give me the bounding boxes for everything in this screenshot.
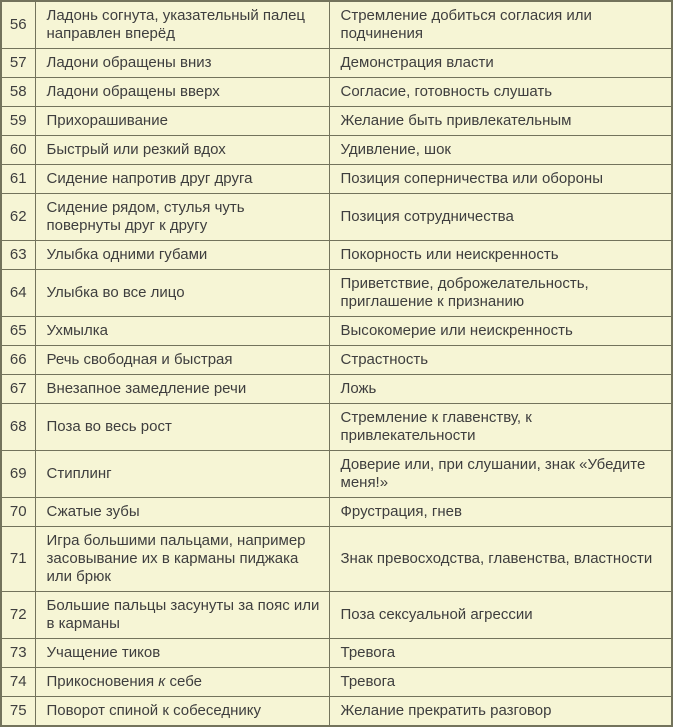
- table-row: [1, 346, 672, 375]
- gesture-cell: Речь свободная и быстрая: [35, 346, 329, 375]
- row-number-cell: 71: [1, 527, 35, 592]
- row-number-cell: 57: [1, 49, 35, 78]
- gesture-cell: Ладони обращены вниз: [35, 49, 329, 78]
- gesture-cell: Сидение напротив друг друга: [35, 165, 329, 194]
- row-number-cell: 70: [1, 498, 35, 527]
- gesture-text-segment: себе: [165, 673, 202, 690]
- meaning-cell: Покорность или неискренность: [329, 241, 672, 270]
- table-row: [1, 165, 672, 194]
- meaning-cell: Стремление добиться согласия или подчинения: [329, 1, 672, 49]
- gesture-cell: Ладонь согнута, указательный палец направлен вперёд: [35, 1, 329, 49]
- gesture-cell: [35, 668, 329, 697]
- table-row: [1, 136, 672, 165]
- gesture-cell: Ухмылка: [35, 317, 329, 346]
- gesture-cell: Учащение тиков: [35, 639, 329, 668]
- table-row: [1, 241, 672, 270]
- row-number-cell: 68: [1, 404, 35, 451]
- row-number-cell: 66: [1, 346, 35, 375]
- meaning-cell: Позиция соперничества или обороны: [329, 165, 672, 194]
- table-row: [1, 498, 672, 527]
- table-row: [1, 697, 672, 727]
- row-number-cell: 67: [1, 375, 35, 404]
- meaning-cell: Позиция сотрудничества: [329, 194, 672, 241]
- table-row: [1, 639, 672, 668]
- row-number-cell: 72: [1, 592, 35, 639]
- gesture-text-segment-italic: к: [158, 673, 166, 690]
- row-number-cell: 73: [1, 639, 35, 668]
- gesture-text-segment: Прикосновения: [46, 673, 159, 690]
- meaning-cell: Приветствие, доброжелательность, приглашение к признанию: [329, 270, 672, 317]
- meaning-cell: Поза сексуальной агрессии: [329, 592, 672, 639]
- row-number-cell: 61: [1, 165, 35, 194]
- row-number-cell: 64: [1, 270, 35, 317]
- meaning-cell: Фрустрация, гнев: [329, 498, 672, 527]
- table-row: [1, 592, 672, 639]
- row-number-cell: 56: [1, 1, 35, 49]
- meaning-cell: Стремление к главенству, к привлекательности: [329, 404, 672, 451]
- meaning-cell: Тревога: [329, 639, 672, 668]
- gesture-cell: Игра большими пальцами, например засовывание их в карманы пиджака или брюк: [35, 527, 329, 592]
- gesture-cell: Улыбка во все лицо: [35, 270, 329, 317]
- gesture-cell: Улыбка одними губами: [35, 241, 329, 270]
- gesture-cell: Сжатые зубы: [35, 498, 329, 527]
- gesture-cell: Сидение рядом, стулья чуть повернуты друг к другу: [35, 194, 329, 241]
- gesture-cell: Большие пальцы засунуты за пояс или в карманы: [35, 592, 329, 639]
- table-row: [1, 194, 672, 241]
- row-number-cell: 60: [1, 136, 35, 165]
- meaning-cell: Удивление, шок: [329, 136, 672, 165]
- table-row: [1, 451, 672, 498]
- row-number-cell: 59: [1, 107, 35, 136]
- table-row: [1, 49, 672, 78]
- meaning-cell: Знак превосходства, главенства, властности: [329, 527, 672, 592]
- gesture-cell: Поворот спиной к собеседнику: [35, 697, 329, 727]
- meaning-cell: Демонстрация власти: [329, 49, 672, 78]
- row-number-cell: 74: [1, 668, 35, 697]
- gesture-cell: Прихорашивание: [35, 107, 329, 136]
- table-row: [1, 270, 672, 317]
- table-row: [1, 527, 672, 592]
- gestures-table-body: [1, 1, 672, 726]
- meaning-cell: Желание быть привлекательным: [329, 107, 672, 136]
- meaning-cell: Высокомерие или неискренность: [329, 317, 672, 346]
- meaning-cell: Ложь: [329, 375, 672, 404]
- row-number-cell: 63: [1, 241, 35, 270]
- gesture-cell: Стиплинг: [35, 451, 329, 498]
- gesture-cell: Внезапное замедление речи: [35, 375, 329, 404]
- gesture-cell: Быстрый или резкий вдох: [35, 136, 329, 165]
- table-row: [1, 78, 672, 107]
- row-number-cell: 69: [1, 451, 35, 498]
- gesture-cell: Поза во весь рост: [35, 404, 329, 451]
- row-number-cell: 58: [1, 78, 35, 107]
- meaning-cell: Согласие, готовность слушать: [329, 78, 672, 107]
- meaning-cell: Страстность: [329, 346, 672, 375]
- table-row: [1, 668, 672, 697]
- row-number-cell: 62: [1, 194, 35, 241]
- table-row: [1, 404, 672, 451]
- meaning-cell: Желание прекратить разговор: [329, 697, 672, 727]
- gesture-cell: Ладони обращены вверх: [35, 78, 329, 107]
- row-number-cell: 75: [1, 697, 35, 727]
- table-row: [1, 107, 672, 136]
- meaning-cell: Доверие или, при слушании, знак «Убедите меня!»: [329, 451, 672, 498]
- row-number-cell: 65: [1, 317, 35, 346]
- table-row: [1, 317, 672, 346]
- table-row: [1, 375, 672, 404]
- meaning-cell: Тревога: [329, 668, 672, 697]
- table-row: [1, 1, 672, 49]
